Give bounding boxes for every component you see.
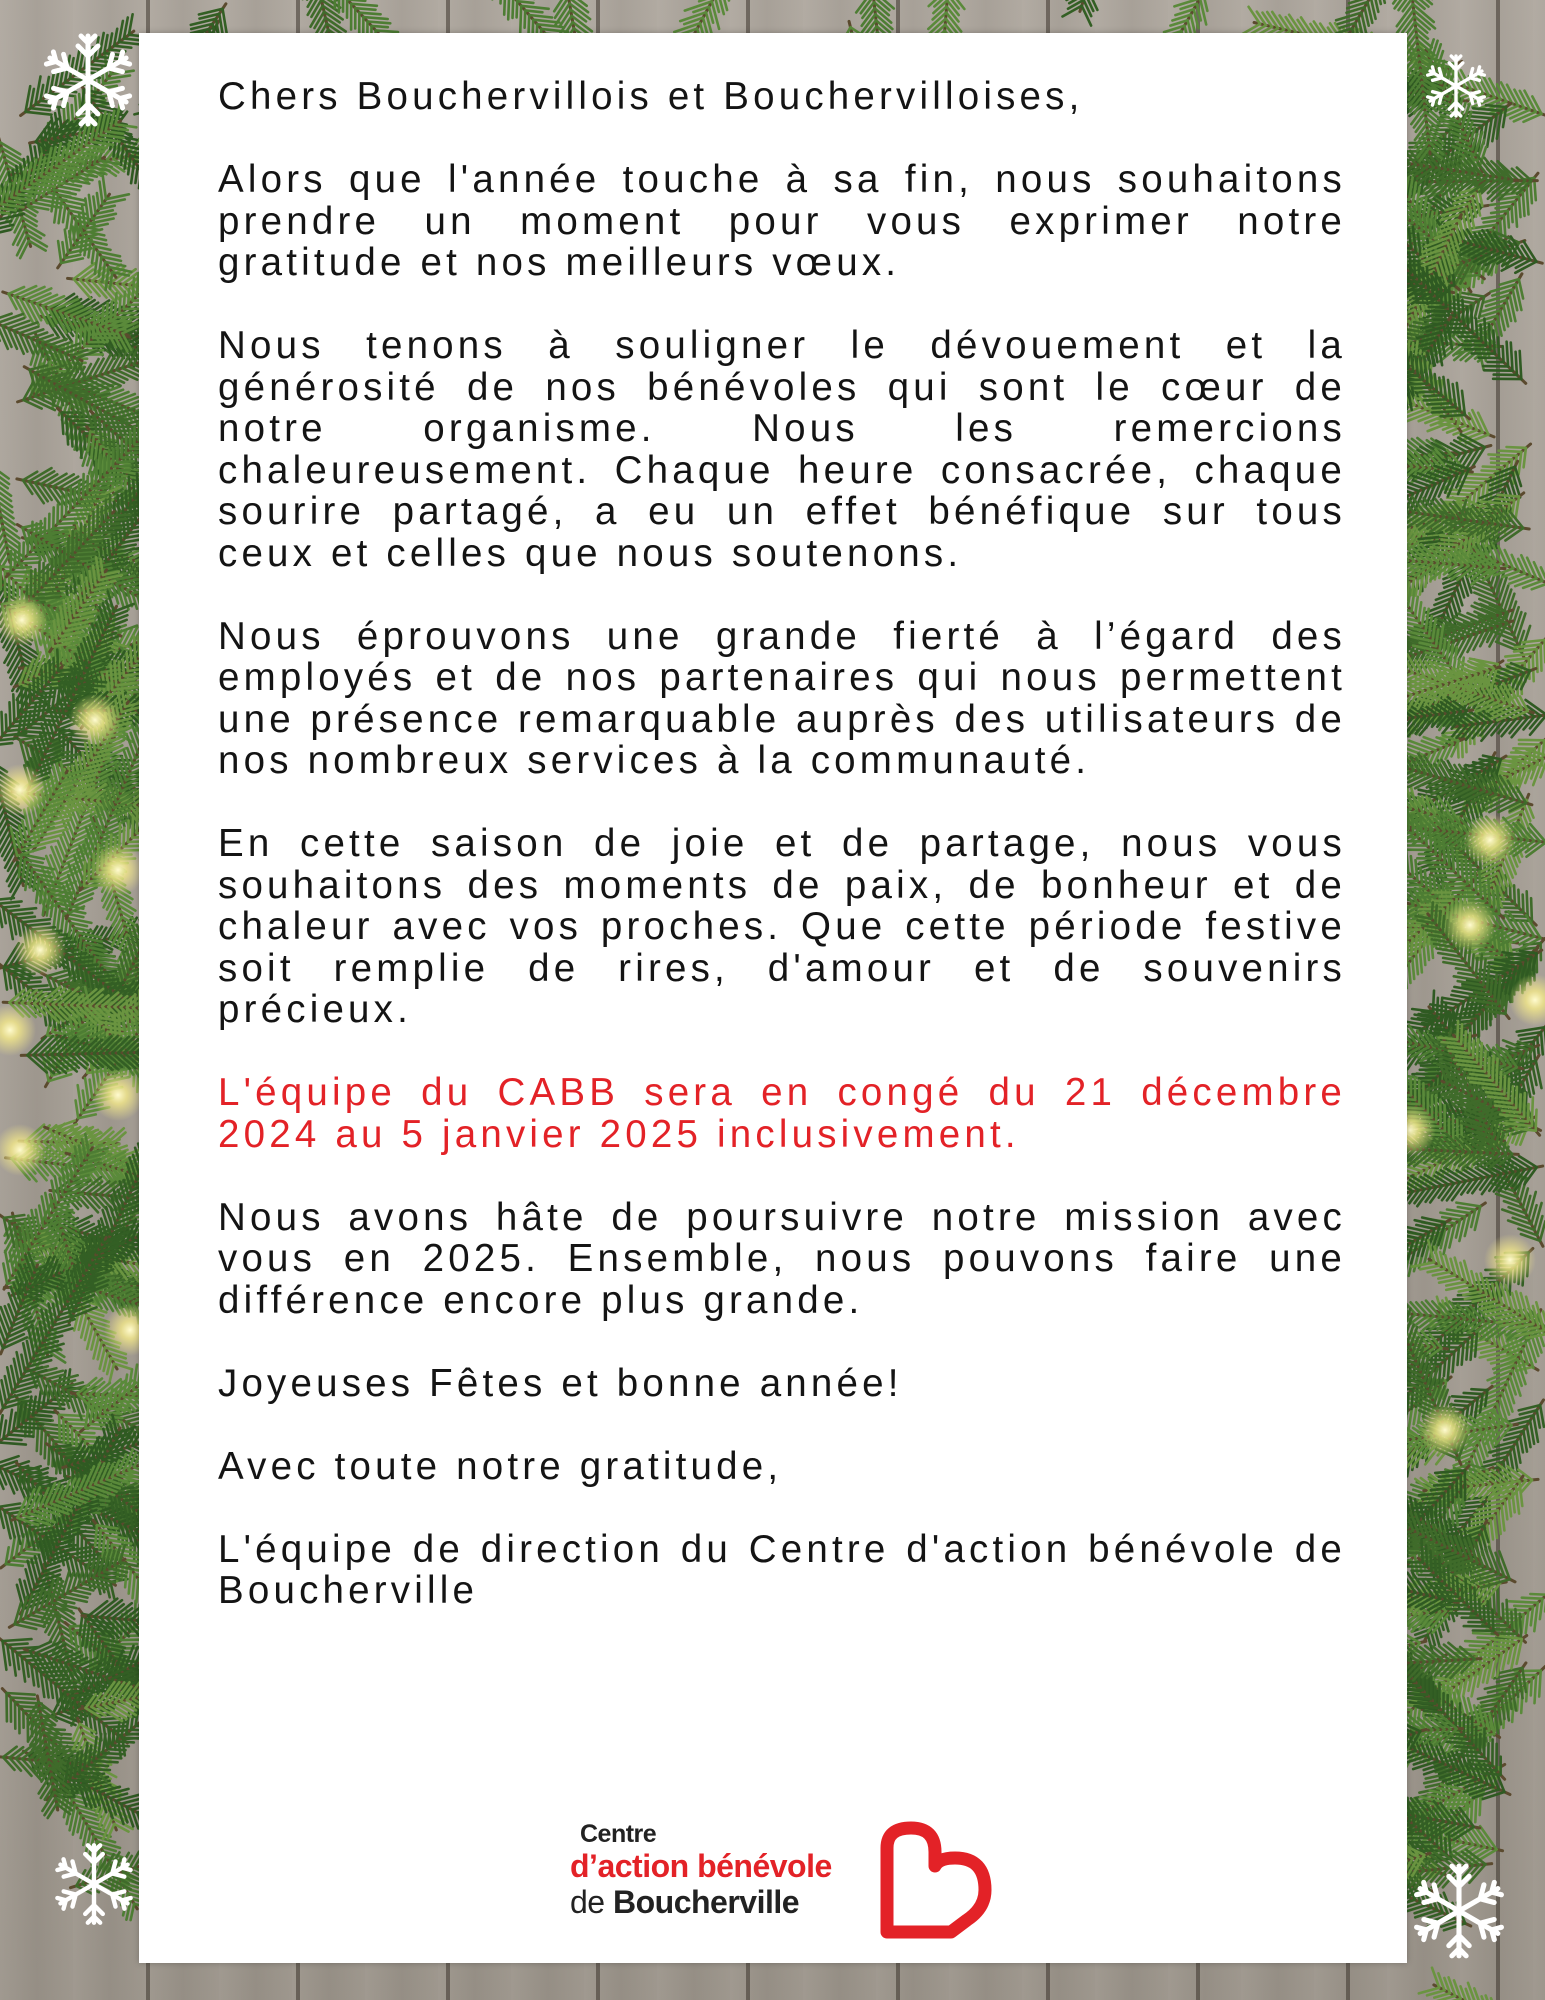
paragraph-volunteers: Nous tenons à souligner le dévouement et la générosité de nos bénévoles qui sont le cœur de notre organisme. Nous les remercions chaleureusement. Chaque heure consacrée, chaque sourire partagé, a eu un effet bénéfique sur tous ceux et celles que nous soutenons.	[218, 324, 1346, 575]
logo-line-action: d’action bénévole	[570, 1848, 832, 1884]
logo-line-boucherville	[570, 1884, 870, 1920]
signature: L'équipe de direction du Centre d'action bénévole de Boucherville	[218, 1527, 1346, 1612]
logo-boucherville: Boucherville	[612, 1884, 800, 1920]
closing: Avec toute notre gratitude,	[218, 1444, 783, 1488]
paragraph-staff-partners: Nous éprouvons une grande fierté à l’égard des employés et de nos partenaires qui nous permettent une présence remarquable auprès des utilisateurs de nos nombreux services à la communauté.	[218, 614, 1346, 782]
snowflake-icon	[38, 30, 138, 130]
holiday-closure-notice: L'équipe du CABB sera en congé du 21 décembre 2024 au 5 janvier 2025 inclusivement.	[218, 1071, 1346, 1156]
snowflake-icon	[1422, 52, 1490, 120]
cabb-logo	[570, 1820, 1000, 1940]
logo-wordmark	[570, 1820, 870, 1920]
paragraph-2025: Nous avons hâte de poursuivre notre mission avec vous en 2025. Ensemble, nous pouvons faire une différence encore plus grande.	[218, 1195, 1346, 1322]
snowflake-icon	[1408, 1860, 1510, 1962]
greeting: Chers Bouchervillois et Bouchervilloises,	[218, 75, 1084, 118]
logo-de: de	[570, 1884, 605, 1920]
heart-logo-icon	[873, 1820, 993, 1940]
letter-body	[218, 76, 1346, 1612]
snowflake-icon	[50, 1840, 138, 1928]
paragraph-season-wishes: En cette saison de joie et de partage, nous vous souhaitons des moments de paix, de bonheur et de chaleur avec vos proches. Que cette période festive soit remplie de rires, d'amour et de souvenirs précieux.	[218, 822, 1346, 1031]
holiday-wishes: Joyeuses Fêtes et bonne année!	[218, 1361, 903, 1405]
logo-line-centre: Centre	[580, 1820, 657, 1848]
paragraph-gratitude: Alors que l'année touche à sa fin, nous souhaitons prendre un moment pour vous exprimer notre gratitude et nos meilleurs vœux.	[218, 158, 1346, 284]
